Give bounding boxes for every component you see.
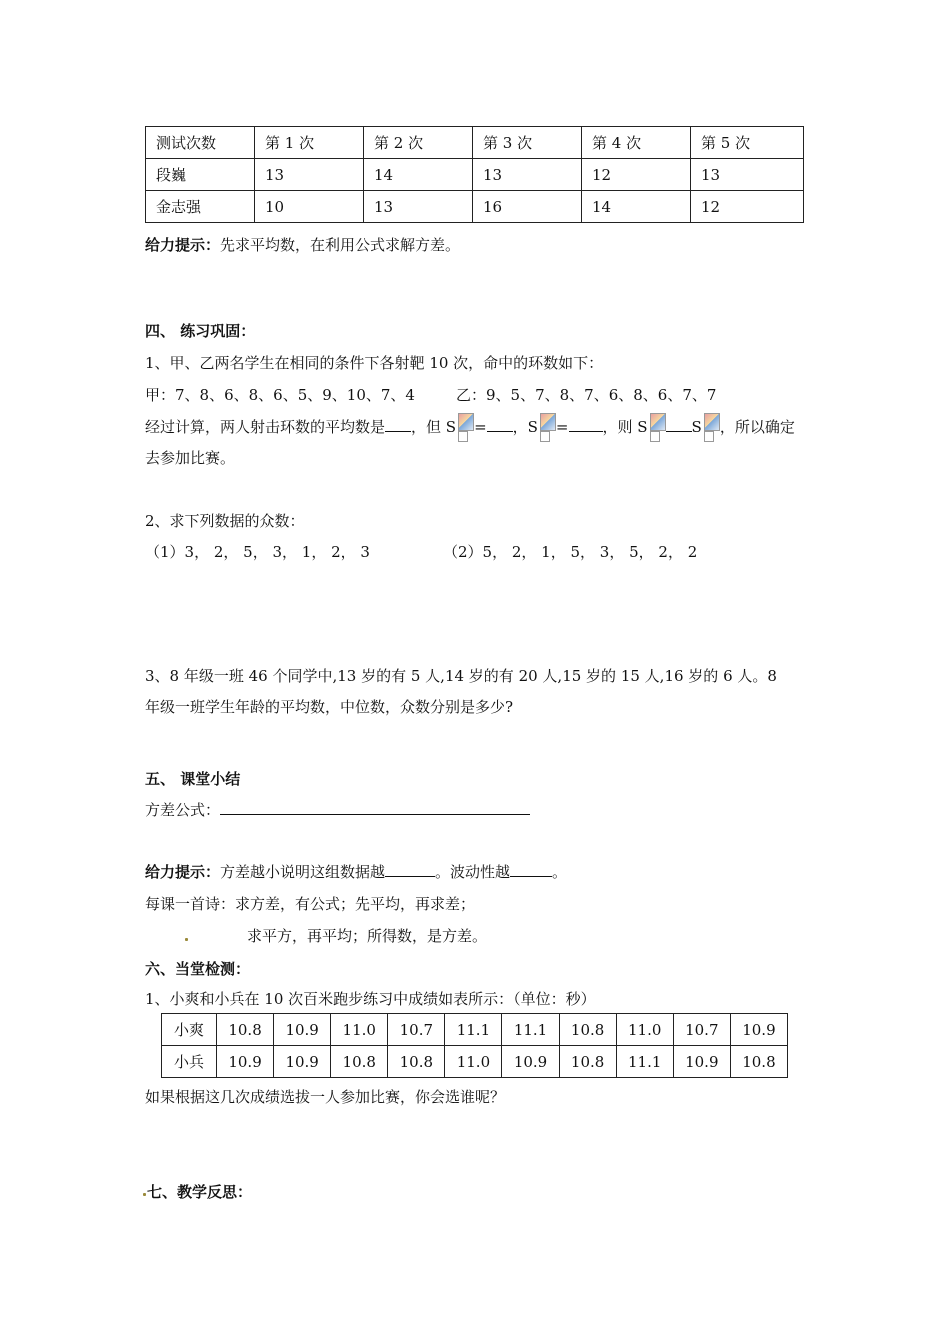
cell: 11.0 [445, 1046, 502, 1078]
q1-dan: ，但 S [411, 418, 457, 436]
q3-line1: 3、8 年级一班 46 个同学中,13 岁的有 5 人,14 岁的有 20 人,15 岁的 15 人,16 岁的 6 人。8 [145, 667, 777, 685]
cell: 13 [364, 191, 473, 223]
cell: 10.9 [217, 1046, 274, 1078]
q1-line-a: 经过计算，两人射击环数的平均数是 [145, 418, 386, 436]
q3-line2: 年级一班学生年龄的平均数，中位数，众数分别是多少? [145, 698, 514, 716]
cell: 10.9 [730, 1014, 787, 1046]
blank-mean [385, 417, 411, 432]
q1-eq2: = [555, 418, 569, 436]
table-row [146, 191, 804, 223]
cell: 10.9 [673, 1046, 730, 1078]
hint-label: 给力提示： [145, 236, 221, 254]
cell: 10.9 [274, 1046, 331, 1078]
cell: 16 [473, 191, 582, 223]
table-row [146, 159, 804, 191]
row-name: 小兵 [162, 1046, 217, 1078]
hint-1 [145, 234, 460, 255]
cell: 10.8 [331, 1046, 388, 1078]
q1-fill-line [145, 413, 795, 439]
q1-ze: ，则 S [602, 418, 648, 436]
cell: 11.1 [445, 1014, 502, 1046]
cell: 10.8 [730, 1046, 787, 1078]
cell: 10.9 [502, 1046, 559, 1078]
table-header-row [146, 127, 804, 159]
cell: 10.8 [559, 1046, 616, 1078]
q2-text: 2、求下列数据的众数： [145, 512, 305, 530]
blank-compare [666, 417, 692, 432]
header-cell: 第 2 次 [364, 127, 473, 159]
blank-fluct [510, 862, 552, 877]
q1-yi: 乙：9、5、7、8、7、6、8、6、7、7 [456, 386, 717, 404]
cell: 10.7 [673, 1014, 730, 1046]
header-cell: 第 1 次 [255, 127, 364, 159]
cell: 10.8 [559, 1014, 616, 1046]
hint-text: 先求平均数，在利用公式求解方差。 [220, 236, 461, 254]
q1-s2: S [691, 418, 702, 436]
table-row [162, 1046, 788, 1078]
cell: 11.0 [331, 1014, 388, 1046]
variance-symbol-icon [538, 413, 556, 439]
cell: 11.0 [616, 1014, 673, 1046]
variance-symbol-icon [456, 413, 474, 439]
header-cell: 测试次数 [146, 127, 255, 159]
q2-part1: （1）3， 2， 5， 3， 1， 2， 3 [145, 543, 370, 561]
section-4-title: 四、 练习巩固： [145, 322, 256, 340]
cell: 12 [582, 159, 691, 191]
row-name: 段巍 [146, 159, 255, 191]
scores-table-1 [145, 126, 804, 223]
hint-2 [145, 861, 567, 882]
header-cell: 第 5 次 [691, 127, 804, 159]
blank-var-yi [569, 417, 603, 432]
blank-stable [385, 862, 435, 877]
s6-question: 如果根据这几次成绩选拔一人参加比赛，你会选谁呢？ [145, 1088, 506, 1106]
cell: 11.1 [616, 1046, 673, 1078]
q2-part2: （2）5， 2， 1， 5， 3， 5， 2， 2 [443, 543, 698, 561]
cell: 10 [255, 191, 364, 223]
dot-mark [185, 938, 188, 941]
cell: 14 [582, 191, 691, 223]
poem-line-2: 求平方，再平均；所得数，是方差。 [247, 927, 488, 945]
q1-text: 1、甲、乙两名学生在相同的条件下各射靶 10 次，命中的环数如下： [145, 354, 604, 372]
header-cell: 第 4 次 [582, 127, 691, 159]
section-6-title: 六、当堂检测： [145, 960, 251, 978]
s6-q1: 1、小爽和小兵在 10 次百米跑步练习中成绩如表所示：（单位：秒） [145, 990, 596, 1008]
q1-comma: ，S [512, 418, 538, 436]
blank-formula [220, 800, 530, 815]
variance-symbol-icon [702, 413, 720, 439]
dot-mark [143, 1193, 146, 1196]
q1-line-b: 去参加比赛。 [145, 449, 236, 467]
variance-symbol-icon [648, 413, 666, 439]
q1-suoyi: ，所以确定 [719, 418, 795, 436]
header-cell: 第 3 次 [473, 127, 582, 159]
cell: 13 [255, 159, 364, 191]
section-7-title: 七、教学反思： [147, 1183, 253, 1201]
cell: 10.7 [388, 1014, 445, 1046]
cell: 13 [691, 159, 804, 191]
cell: 11.1 [502, 1014, 559, 1046]
poem-line-1: 每课一首诗：求方差，有公式；先平均，再求差； [145, 895, 476, 913]
row-name: 金志强 [146, 191, 255, 223]
cell: 13 [473, 159, 582, 191]
table-row [162, 1014, 788, 1046]
hint-c: 。 [552, 863, 568, 881]
hint-label: 给力提示： [145, 863, 221, 881]
blank-var-jia [487, 417, 513, 432]
cell: 14 [364, 159, 473, 191]
cell: 10.8 [217, 1014, 274, 1046]
row-name: 小爽 [162, 1014, 217, 1046]
formula-line [145, 799, 530, 820]
formula-label: 方差公式： [145, 801, 221, 819]
hint-b: 。波动性越 [435, 863, 511, 881]
cell: 10.9 [274, 1014, 331, 1046]
q1-jia: 甲：7、8、6、8、6、5、9、10、7、4 [145, 386, 415, 404]
scores-table-2 [161, 1013, 788, 1078]
cell: 10.8 [388, 1046, 445, 1078]
q1-eq1: = [474, 418, 487, 436]
cell: 12 [691, 191, 804, 223]
section-5-title: 五、 课堂小结 [145, 770, 241, 788]
hint-a: 方差越小说明这组数据越 [220, 863, 386, 881]
